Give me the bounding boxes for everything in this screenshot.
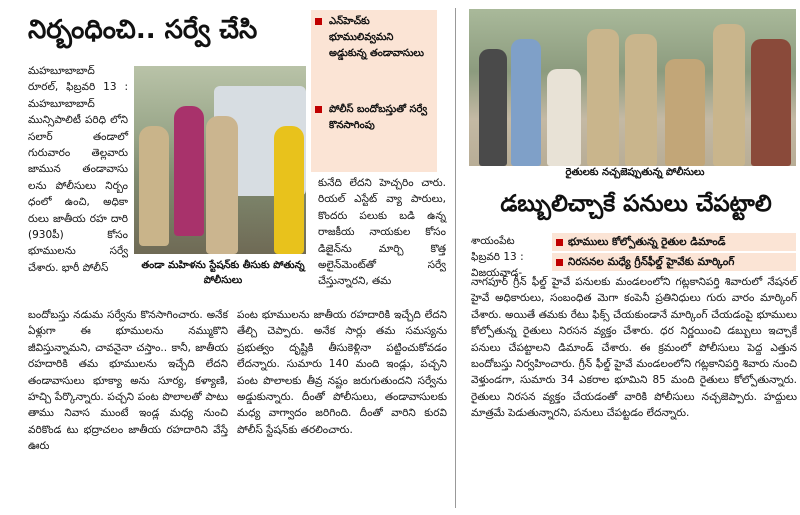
person-figure: [174, 106, 204, 236]
left-body-text: బందోబస్తు నడుమ సర్వేను కొనసాగించారు. అనేక ఏళ్లుగా ఈ భూములను నమ్ముకొని జీవిస్తున్నామని, చావనైనా చస్తాం.. కానీ, జాతీయ రహదారికి తమ భూములను ఇచ్చేది లేదని తండావాసులు భూక్యా అను సూర్య, కళ్యాణి, హచ్చి పేర్కొన్నారు. పచ్చని పంట పొలాలతో పాటు తాము నివాస ముంటే ఇండ్ల మధ్య నుంచి వరికొండ టు భద్రాచలం జాతీయ రహదారిని వేస్తే ఊరు: [28, 309, 228, 453]
left-body-text-2: పంట భూములను జాతీయ రహదారికి ఇచ్చేది లేదని తేల్చి చెప్పారు. అనేక సార్లు తమ సమస్యను ప్రభుత్వం దృష్టికి తీసుకెళ్లినా పట్టించుకోవడం లేదన్నారు. సుమారు 140 మంది ఇండ్లు, పచ్చని పంట పొలాలకు తీవ్ర నష్టం జరుగుతుందని సర్వేను అడ్డుకున్నారు. దీంతో పోలీసులు, తండావాసులకు మధ్య వాగ్వాదం జరిగింది. దీంతో వారిని కురవి పోలీస్ స్టేషన్‌కు తరలించారు.: [237, 309, 447, 436]
right-photo-caption: రైతులకు నచ్చజెప్పుతున్న పోలీసులు: [565, 167, 705, 178]
right-bullet-2: [552, 253, 796, 271]
left-bullet-1: [315, 14, 433, 59]
bullet-square-icon: [315, 18, 322, 25]
person-figure: [587, 29, 619, 166]
left-bullet-1-text: ఎన్‌హెచ్‌కు భూములివ్వమని అడ్డుకున్న తండావాసులు: [329, 16, 424, 59]
left-mid-column-text: కునేది లేదని హెచ్చరిం చారు. రియల్ ఎస్టేట్ వ్యా పారులు, కొందరు పలుకు బడి ఉన్న రాజకీయ నాయకుల కోసం డిజైన్‌ను మార్చి కొత్త అలైన్‌మెంట్‌తో సర్వే చేస్తున్నారని, తమ: [318, 177, 446, 288]
left-bullet-2-text: పోలీస్ బందోబస్తుతో సర్వే కొనసాగింపు: [329, 104, 428, 131]
left-news-photo: [134, 66, 306, 254]
right-dateline: శాయంపేట ఫిబ్రవరి 13 : విజయవాడ-: [471, 235, 524, 279]
person-figure: [206, 116, 238, 254]
left-photo-caption: తండా మహిళను స్టేషన్‌కు తీసుకు పోతున్న పోలీసులు: [141, 260, 305, 286]
right-bullet-1: [552, 233, 796, 251]
bullet-square-icon: [556, 239, 563, 246]
right-body-text: నాగపూర్ గ్రీన్ ఫీల్డ్ హైవే పనులకు మండలంలోని గట్లకానిపర్తి శివారులో నేషనల్ హైవే అధికారులు, సంబంధిత మెగా కంపెనీ ప్రతినిధులు గురు వారం మార్కింగ్ చేశారు. అయితే తమకు రేటు ఫిక్స్ చేయకుండానే మార్కింగ్ చేయడంపై భూములు కోల్పోతున్న రైతులు నిరసన వ్యక్తం చేశారు. ధర నిర్ణయించి డబ్బులు ఇచ్చాకే పనులు చేపట్టాలని డిమాండ్ చేశారు. ఈ క్రమంలో పోలీసులు పెద్ద ఎత్తున బందోబస్తు నిర్వహించారు. గ్రీన్ ఫీల్డ్ హైవే మండలంలోని గట్లకానిపర్తి శివారు నుంచి వెళ్తుండగా, సుమారు 34 ఎకరాల భూమిని 85 మంది రైతులు కోల్పోతున్నారు. రైతులు నిరసన వ్యక్తం చేయడంతో వారికి పోలీసులు నచ్చజెప్పారు. హద్దులు మాత్రమే పెడుతున్నారని, పనులు చేపట్టడం లేదన్నారు.: [471, 276, 797, 420]
right-news-photo: [469, 9, 796, 166]
left-column-text: మహబూబాబాద్ రూరల్, ఫిబ్రవరి 13 : మహబూబాబాద్ మున్సిపాలిటీ పరిధి లోని సలార్ తండాలో గురువారం తెల్లవారు జామున తండావాసు లను పోలీసులు నిర్బం ధంలో ఉంచి, అధికా రులు జాతీయ రహ దారి (930పీ) కోసం భూములను సర్వే చేశారు. భారీ పోలీస్: [28, 65, 128, 274]
person-figure: [547, 69, 581, 166]
left-headline: నిర్బంధించి.. సర్వే చేసి: [28, 15, 258, 45]
right-headline: డబ్బులిచ్చాకే పనులు చేపట్టాలి: [500, 191, 772, 217]
person-figure: [625, 34, 657, 166]
person-figure: [479, 49, 507, 166]
person-figure: [751, 39, 791, 166]
bullet-square-icon: [315, 106, 322, 113]
person-figure: [274, 126, 304, 254]
person-figure: [511, 39, 541, 166]
person-figure: [713, 24, 745, 166]
bullet-square-icon: [556, 259, 563, 266]
right-bullet-2-text: నిరసనల మధ్యే గ్రీన్‌ఫీల్డ్ హైవేకు మార్కింగ్: [568, 256, 735, 268]
right-bullet-1-text: భూములు కోల్పోతున్న రైతుల డిమాండ్: [568, 236, 726, 248]
person-figure: [139, 126, 169, 246]
person-figure: [665, 59, 705, 166]
column-divider: [455, 8, 456, 508]
left-bullet-2: [315, 102, 433, 131]
left-bullet-box: [311, 10, 437, 172]
